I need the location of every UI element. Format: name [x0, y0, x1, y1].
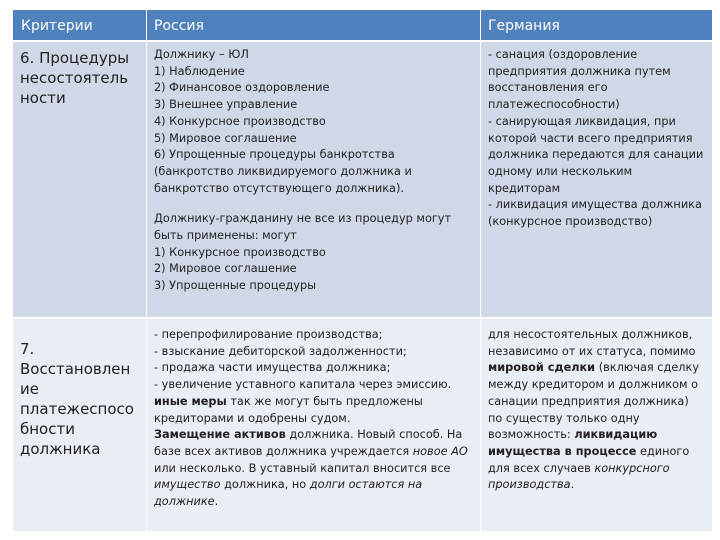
germany-procedures: - санация (оздоровление предприятия должника путем восстановления его платежеспособности) - санирующая ликвидация, при которой части всего предприятия должника передаются для санации одному или нескольким кредиторам - ликвидация имущества должника (конкурсное производство) [488, 48, 704, 229]
criterion-cell: 7. Восстановлен ие платежеспосо бности должника [13, 319, 146, 531]
germany-cell [480, 42, 712, 317]
header-russia: Россия [146, 10, 480, 40]
header-germany: Германия [480, 10, 712, 40]
russia-cell [146, 42, 480, 317]
russia-citizen-procedures: Должнику-гражданину не все из процедур могут быть применены: могут 1) Конкурсное производство 2) Мировое соглашение 3) Упрощенные процедуры [154, 212, 452, 293]
russia-legal-entity-procedures: Должнику – ЮЛ 1) Наблюдение 2) Финансовое оздоровление 3) Внешнее управление 4) Конкурсное производство 5) Мировое соглашение 6) Упрощенные процедуры банкротства (банкротство ликвидируемого должника и банкротство отсутствующего должника). [154, 48, 412, 195]
comparison-table [13, 10, 712, 531]
criterion-cell: 6. Процедуры несостоятель ности [13, 42, 146, 317]
germany-cell [480, 319, 712, 531]
column-divider [146, 10, 147, 531]
row-divider [13, 317, 712, 319]
header-criteria: Критерии [13, 10, 146, 40]
column-divider [480, 10, 481, 531]
russia-recovery-measures: - перепрофилирование производства; - взыскание дебиторской задолженности; - продажа части имущества должника; - увеличение уставного капитала через эмиссию. иные меры так же могут быть предложены кредиторами и одобрены судом. Замещение активов должника. Новый способ. На базе всех активов должника учреждается новое АО или несколько. В уставный капитал вносится все имущество должника, но долги остаются на должнике. [154, 328, 468, 509]
russia-cell [146, 319, 480, 531]
row-divider [13, 40, 712, 42]
germany-recovery: для несостоятельных должников, независимо от их статуса, помимо мировой сделки (включая сделку между кредитором и должником о санации предприятия должника) по существу только одну возможность: ликвидацию имущества в процессе единого для всех случаев конкурсного производства. [488, 328, 700, 492]
